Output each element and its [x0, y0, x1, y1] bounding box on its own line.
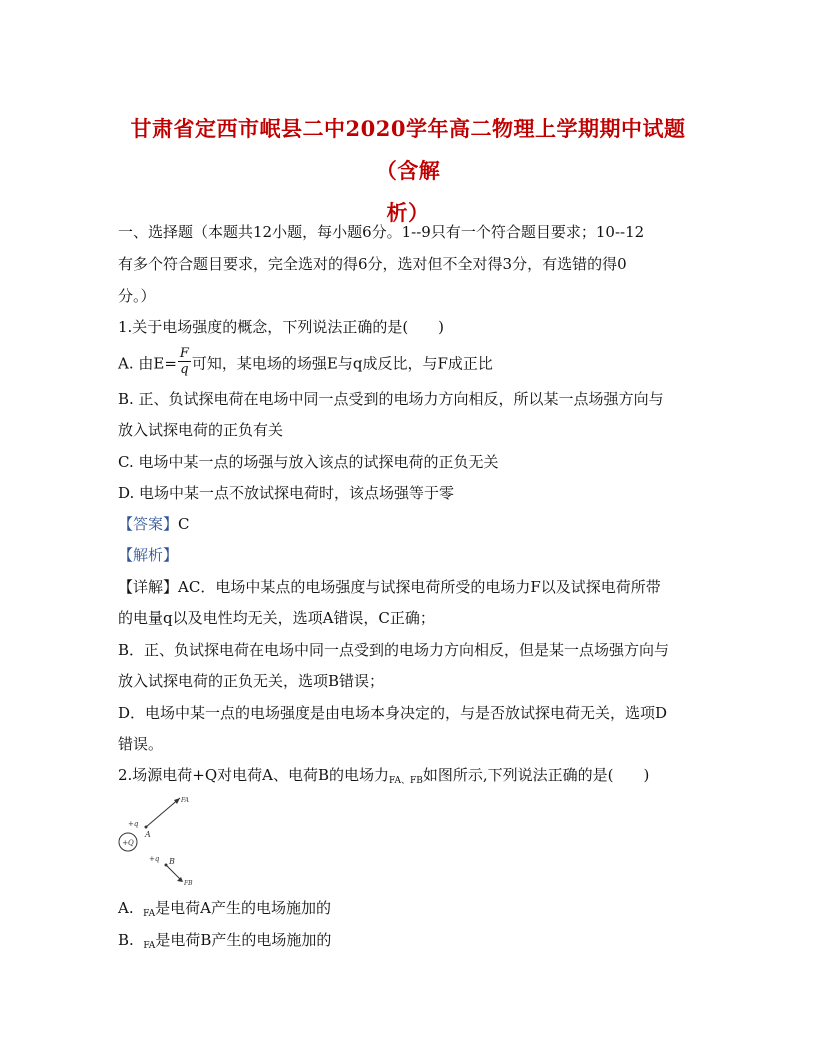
- force-a-arrowhead: [174, 798, 180, 804]
- fraction-denominator: q: [180, 362, 189, 377]
- detail-line-1: [118, 577, 661, 597]
- question-2-force-labels: FA、FB: [389, 776, 423, 786]
- detail-line-3: B．正、负试探电荷在电场中同一点受到的电场力方向相反，但是某一点场强方向与: [118, 641, 670, 659]
- q2-option-b-text: 是电荷B产生的电场施加的: [155, 931, 332, 949]
- charge-a-label: +q: [128, 820, 139, 828]
- detail-text-1: AC．电场中某点的电场强度与试探电荷所受的电场力F以及试探电荷所带: [178, 578, 661, 596]
- question-2-stem-start: 2.场源电荷+Q对电荷A、电荷B的电场力: [118, 766, 390, 784]
- answer-value: C: [178, 515, 190, 533]
- fraction-numerator: F: [179, 346, 189, 361]
- question-2-option-a: [118, 898, 331, 924]
- section-header-line-1: 一、选择题（本题共12小题，每小题6分。1--9只有一个符合题目要求；10--12: [118, 223, 645, 241]
- q2-option-b-letter: B.: [118, 931, 134, 949]
- answer-tag: 【答案】: [118, 515, 179, 533]
- question-2-stem-end: 如图所示,下列说法正确的是( ): [422, 766, 650, 784]
- title-line-1: 甘肃省定西市岷县二中2020学年高二物理上学期期中试题（含解: [130, 116, 686, 183]
- source-charge-label: +Q: [122, 839, 134, 847]
- question-1-stem: 1.关于电场强度的概念，下列说法正确的是( ): [118, 318, 445, 336]
- option-a-text: 可知，某电场的场强E与q成反比，与F成正比: [191, 354, 493, 373]
- detail-line-4: 放入试探电荷的正负无关，选项B错误；: [118, 672, 385, 690]
- analysis-line: [118, 545, 178, 565]
- force-b-arrowhead: [177, 877, 183, 882]
- point-b-label: B: [169, 857, 175, 866]
- question-1-option-b-line-2: 放入试探电荷的正负有关: [118, 421, 284, 439]
- detail-line-5: D．电场中某一点的电场强度是由电场本身决定的，与是否放试探电荷无关，选项D: [118, 704, 668, 722]
- q2-option-b-force: FA: [143, 941, 156, 951]
- answer-line: [118, 514, 190, 534]
- q2-option-a-letter: A.: [118, 899, 134, 917]
- option-a-prefix: A. 由E=: [118, 354, 177, 373]
- force-b-label: FB: [184, 880, 193, 887]
- title-line-2: 析）: [386, 200, 430, 225]
- question-1-option-d: D. 电场中某一点不放试探电荷时，该点场强等于零: [118, 484, 455, 502]
- point-a-label: A: [145, 830, 151, 839]
- section-header-line-3: 分。）: [118, 287, 156, 305]
- question-1-option-b-line-1: B. 正、负试探电荷在电场中同一点受到的电场力方向相反，所以某一点场强方向与: [118, 390, 664, 408]
- question-2-option-b: [118, 930, 331, 956]
- force-a-label: FA: [181, 797, 189, 804]
- charge-b-label: +q: [149, 855, 160, 863]
- document-title: [110, 108, 706, 234]
- question-1-option-a: [118, 346, 493, 377]
- q2-option-a-force: FA: [143, 909, 156, 919]
- q2-option-a-text: 是电荷A产生的电场施加的: [155, 899, 331, 917]
- analysis-tag: 【解析】: [118, 546, 179, 564]
- detail-line-6: 错误。: [118, 735, 164, 753]
- detail-line-2: 的电量q以及电性均无关，选项A错误，C正确；: [118, 609, 435, 627]
- electric-force-diagram: [112, 790, 212, 890]
- section-header-line-2: 有多个符合题目要求，完全选对的得6分，选对但不全对得3分，有选错的得0: [118, 255, 627, 273]
- detail-tag: 【详解】: [118, 578, 179, 596]
- question-1-option-c: C. 电场中某一点的场强与放入该点的试探电荷的正负无关: [118, 453, 499, 471]
- fraction-f-over-q: [178, 346, 191, 377]
- force-a-arrow: [146, 798, 180, 827]
- charge-a-dot: [145, 826, 148, 829]
- question-2-stem: [118, 765, 649, 791]
- charge-b-dot: [165, 864, 168, 867]
